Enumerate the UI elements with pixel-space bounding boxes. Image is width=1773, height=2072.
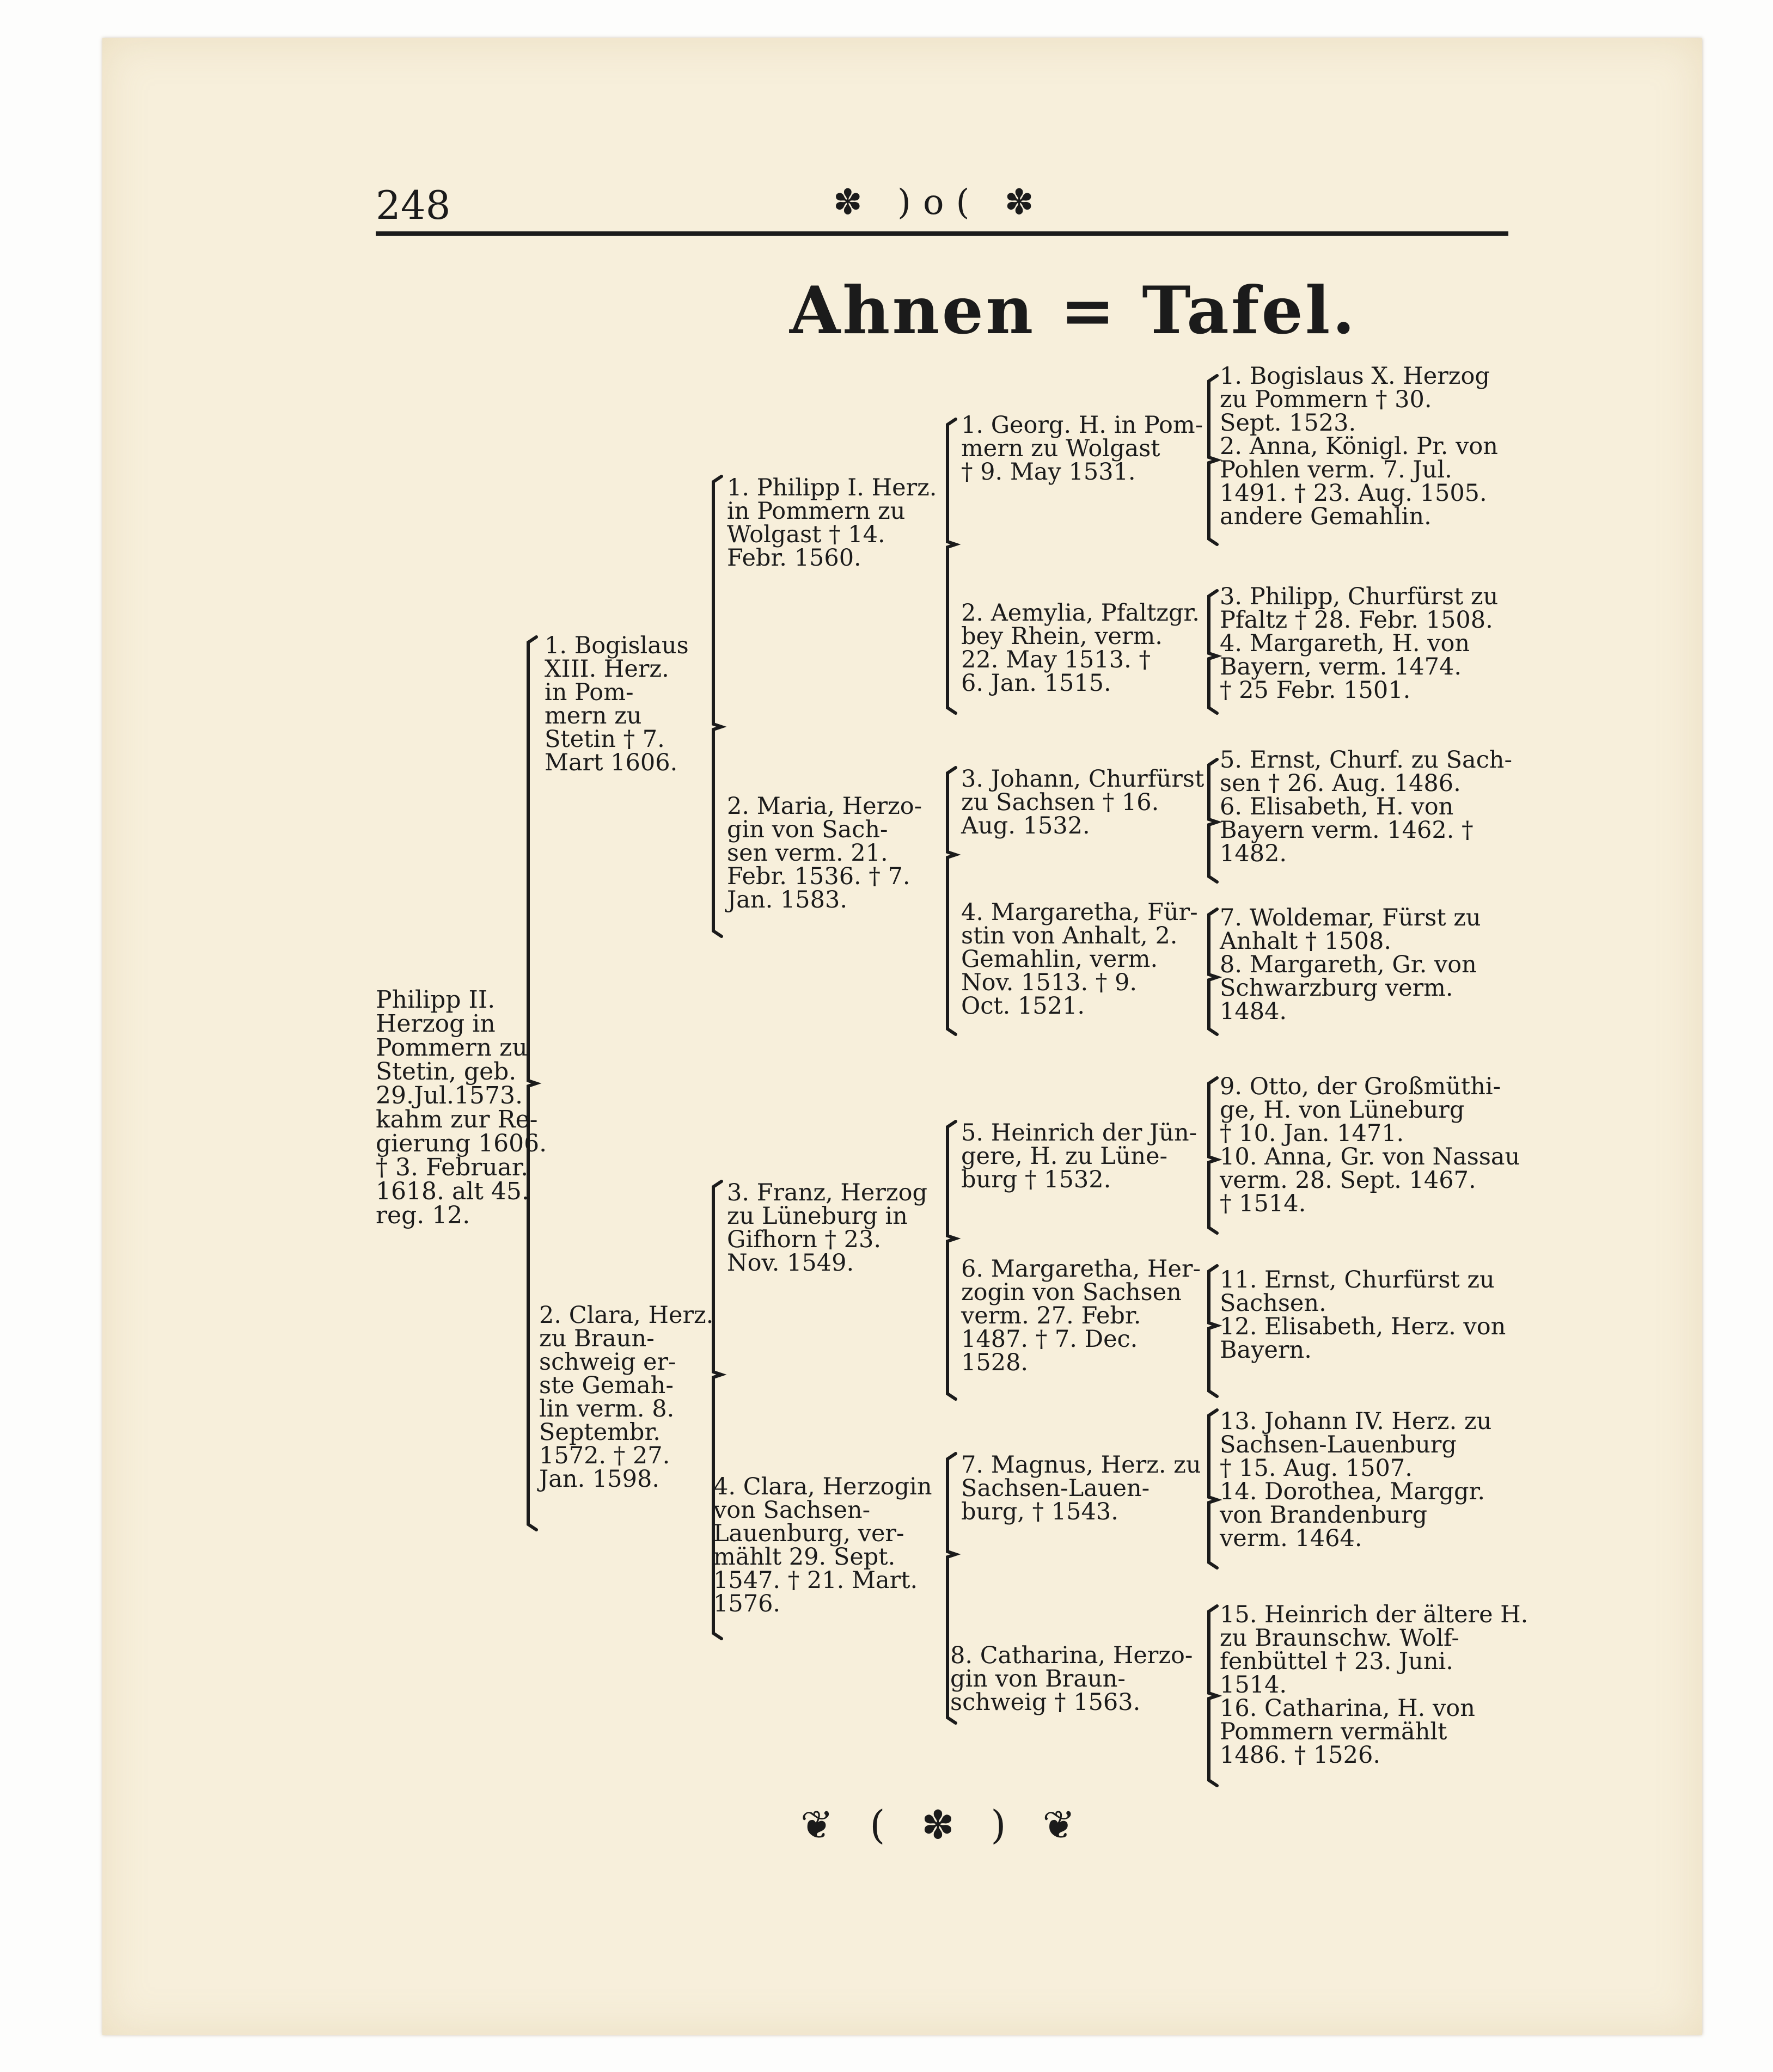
entry-line: 13. Johann IV. Herz. zu: [1220, 1408, 1492, 1435]
grandparent-entry-4: [713, 1475, 932, 1616]
entry-line: Nov. 1513. † 9.: [961, 969, 1138, 996]
great-grandparent-entry-7: [961, 1451, 1201, 1525]
entry-line: zu Pommern † 30.: [1220, 386, 1432, 413]
entry-line: andere Gemahlin.: [1220, 503, 1432, 530]
entry-line: kahm zur Re-: [376, 1106, 538, 1133]
parent-entry-father: [545, 634, 689, 775]
entry-line: ste Gemah-: [539, 1372, 674, 1399]
grandparent-entry-2: [727, 795, 922, 912]
entry-line: Stetin, geb.: [376, 1058, 517, 1086]
bracket-grandparent-1: [947, 419, 956, 713]
bracket-ggp-2: [1209, 591, 1217, 713]
entry-line: gere, H. zu Lüne-: [961, 1143, 1168, 1170]
entry-line: Sachsen.: [1220, 1290, 1326, 1317]
entry-line: Pohlen verm. 7. Jul.: [1220, 456, 1452, 483]
entry-line: zogin von Sachsen: [961, 1279, 1182, 1306]
entry-line: von Sachsen-: [713, 1497, 871, 1524]
entry-line: 1487. † 7. Dec.: [961, 1326, 1138, 1353]
entry-line: 8. Catharina, Herzo-: [950, 1642, 1193, 1669]
entry-line: Wolgast † 14.: [727, 521, 885, 548]
entry-line: sen verm. 21.: [727, 839, 888, 867]
page-title: Ahnen = Tafel.: [790, 272, 1358, 349]
entry-line: Schwarzburg verm.: [1220, 974, 1453, 1002]
entry-line: 3. Philipp, Churfürst zu: [1220, 583, 1499, 610]
entry-line: verm. 1464.: [1220, 1525, 1362, 1552]
entry-line: Oct. 1521.: [961, 992, 1085, 1020]
entry-line: 3. Franz, Herzog: [727, 1179, 927, 1206]
entry-line: Sept. 1523.: [1220, 409, 1356, 437]
great-great-grandparent-pair-2: [1220, 585, 1498, 702]
entry-line: burg, † 1543.: [961, 1498, 1118, 1525]
entry-line: Anhalt † 1508.: [1220, 928, 1392, 955]
great-great-grandparent-pair-8: [1220, 1603, 1528, 1767]
entry-line: Gifhorn † 23.: [727, 1226, 882, 1253]
entry-line: sen † 26. Aug. 1486.: [1220, 770, 1461, 797]
great-grandparent-entry-3: [961, 765, 1205, 839]
entry-line: 1491. † 23. Aug. 1505.: [1220, 480, 1487, 507]
entry-line: 12. Elisabeth, Herz. von: [1220, 1313, 1506, 1340]
entry-line: 7. Woldemar, Fürst zu: [1220, 904, 1481, 931]
entry-line: reg. 12.: [376, 1201, 470, 1229]
entry-line: † 10. Jan. 1471.: [1220, 1120, 1404, 1147]
entry-line: 11. Ernst, Churfürst zu: [1220, 1266, 1495, 1294]
entry-line: Pommern zu: [376, 1034, 528, 1062]
entry-line: 5. Heinrich der Jün-: [961, 1119, 1197, 1147]
great-great-grandparent-pair-1: [1220, 365, 1498, 529]
entry-line: Jan. 1598.: [539, 1466, 660, 1493]
entry-line: 1484.: [1220, 998, 1287, 1025]
entry-line: mählt 29. Sept.: [713, 1543, 896, 1571]
entry-line: Bayern verm. 1462. †: [1220, 817, 1474, 844]
entry-line: verm. 27. Febr.: [961, 1302, 1141, 1329]
entry-line: 22. May 1513. †: [961, 646, 1151, 673]
entry-line: mern zu: [545, 702, 642, 730]
entry-line: † 9. May 1531.: [961, 458, 1136, 486]
entry-line: 1. Bogislaus: [545, 632, 689, 659]
entry-line: Herzog in: [376, 1010, 496, 1038]
entry-line: in Pommern zu: [727, 498, 906, 525]
entry-line: fenbüttel † 23. Juni.: [1220, 1648, 1453, 1675]
entry-line: stin von Anhalt, 2.: [961, 922, 1178, 949]
entry-line: 4. Margaretha, Für-: [961, 899, 1198, 926]
entry-line: 7. Magnus, Herz. zu: [961, 1451, 1201, 1479]
entry-line: gin von Sach-: [727, 816, 888, 843]
entry-line: † 1514.: [1220, 1190, 1306, 1217]
entry-line: 1. Bogislaus X. Herzog: [1220, 363, 1490, 390]
entry-line: 9. Otto, der Großmüthi-: [1220, 1073, 1501, 1100]
entry-line: 1528.: [961, 1349, 1029, 1376]
entry-line: in Pom-: [545, 679, 634, 706]
entry-line: gierung 1606.: [376, 1130, 547, 1157]
entry-line: zu Braunschw. Wolf-: [1220, 1625, 1459, 1652]
entry-line: Jan. 1583.: [727, 886, 848, 914]
great-great-grandparent-pair-6: [1220, 1268, 1506, 1362]
entry-line: 5. Ernst, Churf. zu Sach-: [1220, 746, 1512, 774]
entry-line: Mart 1606.: [545, 749, 678, 776]
entry-line: † 15. Aug. 1507.: [1220, 1455, 1413, 1482]
footer-ornament: ❦ ( ✽ ) ❦: [800, 1802, 1087, 1848]
entry-line: 4. Clara, Herzogin: [713, 1473, 932, 1500]
entry-line: 14. Dorothea, Marggr.: [1220, 1478, 1485, 1505]
entry-line: † 3. Februar.: [376, 1154, 529, 1181]
bracket-ggp-8: [1209, 1606, 1217, 1786]
entry-line: Bayern.: [1220, 1337, 1312, 1364]
entry-line: † 25 Febr. 1501.: [1220, 677, 1411, 704]
great-great-grandparent-pair-7: [1220, 1410, 1491, 1550]
entry-line: 1482.: [1220, 840, 1287, 867]
entry-line: 1618. alt 45.: [376, 1178, 529, 1205]
entry-line: 1. Philipp I. Herz.: [727, 474, 937, 501]
entry-line: Febr. 1560.: [727, 544, 861, 572]
entry-line: 2. Maria, Herzo-: [727, 793, 922, 820]
entry-line: XIII. Herz.: [545, 655, 669, 683]
entry-line: gin von Braun-: [950, 1665, 1126, 1693]
entry-line: zu Lüneburg in: [727, 1203, 908, 1230]
great-grandparent-entry-5: [961, 1121, 1197, 1192]
entry-line: 2. Anna, Königl. Pr. von: [1220, 433, 1499, 460]
bracket-parent-1: [713, 476, 722, 936]
entry-line: Nov. 1549.: [727, 1249, 854, 1277]
bracket-ggp-1: [1209, 376, 1217, 544]
great-great-grandparent-pair-4: [1220, 906, 1481, 1023]
entry-line: 3. Johann, Churfürst: [961, 765, 1205, 793]
great-great-grandparent-pair-3: [1220, 746, 1512, 867]
bracket-ggp-5: [1209, 1078, 1217, 1233]
bracket-grandparent-2: [947, 768, 956, 1034]
entry-line: schweig er-: [539, 1348, 676, 1376]
entry-line: Aug. 1532.: [961, 812, 1090, 839]
entry-line: Philipp II.: [376, 986, 496, 1014]
great-great-grandparent-pair-5: [1220, 1075, 1520, 1216]
entry-line: 1. Georg. H. in Pom-: [961, 412, 1203, 439]
entry-line: 1486. † 1526.: [1220, 1742, 1381, 1769]
entry-line: Sachsen-Lauen-: [961, 1475, 1150, 1502]
entry-line: Pfaltz † 28. Febr. 1508.: [1220, 606, 1493, 634]
grandparent-entry-3: [727, 1181, 927, 1275]
bracket-grandparent-3: [947, 1121, 956, 1399]
entry-line: burg † 1532.: [961, 1166, 1111, 1193]
entry-line: zu Braun-: [539, 1325, 655, 1352]
entry-line: 29.Jul.1573.: [376, 1082, 523, 1109]
great-grandparent-entry-6: [961, 1255, 1201, 1376]
entry-line: Bayern, verm. 1474.: [1220, 653, 1462, 681]
bracket-ggp-6: [1209, 1266, 1217, 1396]
bracket-ggp-3: [1209, 759, 1217, 882]
entry-line: 2. Clara, Herz.: [539, 1302, 714, 1329]
entry-line: 6. Margaretha, Her-: [961, 1255, 1201, 1283]
entry-line: 8. Margareth, Gr. von: [1220, 951, 1477, 978]
entry-line: mern zu Wolgast: [961, 435, 1160, 462]
entry-line: 15. Heinrich der ältere H.: [1220, 1601, 1529, 1628]
entry-line: 6. Elisabeth, H. von: [1220, 793, 1454, 820]
entry-line: verm. 28. Sept. 1467.: [1220, 1167, 1476, 1194]
bracket-ggp-4: [1209, 909, 1217, 1034]
entry-line: von Brandenburg: [1220, 1501, 1427, 1529]
entry-line: 10. Anna, Gr. von Nassau: [1220, 1143, 1520, 1170]
entry-line: 1514.: [1220, 1671, 1287, 1699]
entry-line: schweig † 1563.: [950, 1689, 1141, 1716]
entry-line: zu Sachsen † 16.: [961, 789, 1159, 816]
entry-line: Febr. 1536. † 7.: [727, 863, 910, 890]
entry-line: Lauenburg, ver-: [713, 1520, 904, 1547]
great-grandparent-entry-4: [961, 901, 1198, 1018]
header-ornament: ✽ )o( ✽: [833, 182, 1046, 223]
proband-entry: [376, 988, 547, 1228]
bracket-ggp-7: [1209, 1410, 1217, 1568]
parent-entry-mother: [539, 1304, 713, 1491]
entry-line: 2. Aemylia, Pfaltzgr.: [961, 599, 1200, 627]
entry-line: Gemahlin, verm.: [961, 946, 1158, 973]
entry-line: ge, H. von Lüneburg: [1220, 1096, 1465, 1124]
entry-line: Stetin † 7.: [545, 726, 665, 753]
entry-line: 1572. † 27.: [539, 1442, 670, 1469]
entry-line: Septembr.: [539, 1419, 661, 1446]
great-grandparent-entry-1: [961, 414, 1203, 484]
entry-line: 6. Jan. 1515.: [961, 670, 1111, 697]
entry-line: 4. Margareth, H. von: [1220, 630, 1470, 657]
entry-line: 1576.: [713, 1590, 781, 1617]
great-grandparent-entry-8: [950, 1644, 1193, 1714]
entry-line: 16. Catharina, H. von: [1220, 1695, 1475, 1722]
grandparent-entry-1: [727, 476, 937, 570]
entry-line: Sachsen-Lauenburg: [1220, 1431, 1457, 1458]
entry-line: Pommern vermählt: [1220, 1718, 1447, 1745]
entry-line: 1547. † 21. Mart.: [713, 1567, 918, 1594]
page-number: 248: [376, 182, 451, 228]
entry-line: bey Rhein, verm.: [961, 623, 1163, 650]
entry-line: lin verm. 8.: [539, 1395, 675, 1423]
great-grandparent-entry-2: [961, 599, 1200, 697]
